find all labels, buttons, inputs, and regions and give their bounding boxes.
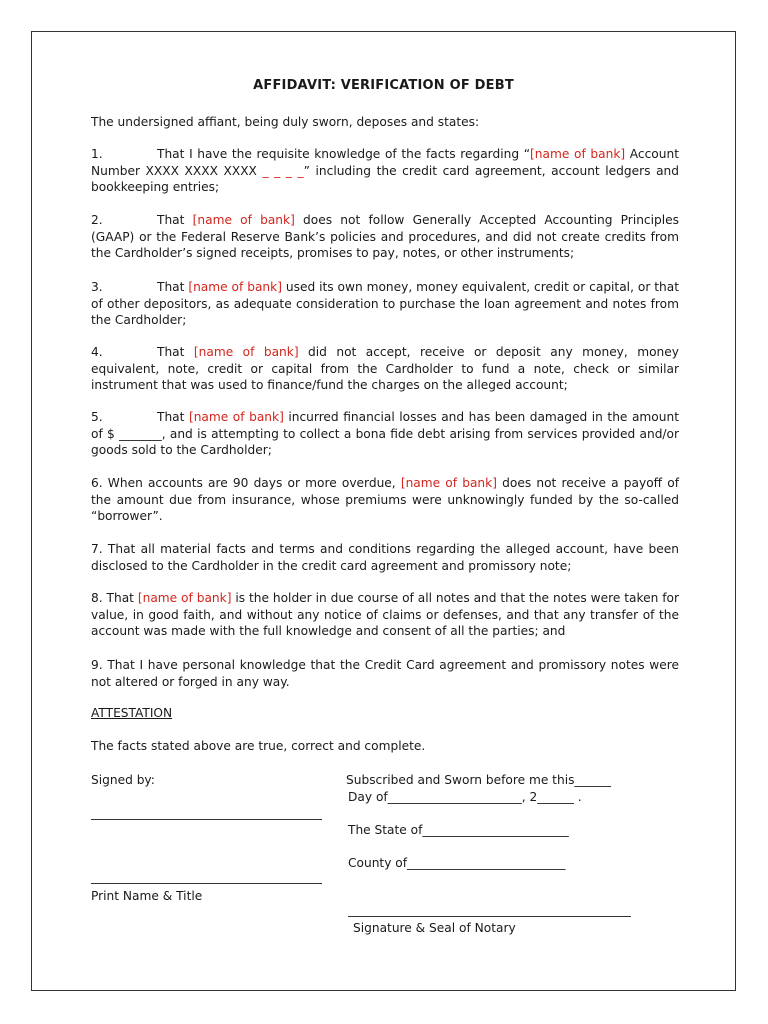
print-name-label: Print Name & Title bbox=[91, 889, 203, 903]
paragraph-7: 7. That all material facts and terms and conditions regarding the alleged account, have been disclosed to the Cardholder in the credit card agreement and promissory note; bbox=[91, 542, 679, 573]
paragraph-6: 6. When accounts are 90 days or more overdue, [name of bank] does not receive a payoff of the amount due from insurance, whose premiums were unknowingly funded by the so-called “borrower”. bbox=[91, 476, 679, 523]
paragraph-number: 3. bbox=[91, 280, 103, 294]
paragraph-1: 1. That I have the requisite knowledge of the facts regarding “[name of bank] Account Number XXXX XXXX XXXX _ _ _ _” including the credit card agreement, account ledgers and bookkeeping entries; bbox=[91, 147, 680, 194]
county-line: County of__________________________ bbox=[348, 856, 566, 870]
bank-name-placeholder: [name of bank] bbox=[400, 476, 497, 490]
subscribed-line: Subscribed and Sworn before me this______ bbox=[346, 773, 611, 787]
notary-signature-line bbox=[348, 916, 631, 917]
bank-name-placeholder: [name of bank] bbox=[530, 147, 626, 161]
affidavit-page bbox=[31, 31, 736, 991]
paragraph-3: 3. That [name of bank] used its own money, money equivalent, credit or capital, or that of other depositors, as adequate consideration to purchase the loan agreement and notes from the Cardholder; bbox=[91, 280, 679, 327]
bank-name-placeholder: [name of bank] bbox=[193, 345, 299, 359]
paragraph-5: 5. That [name of bank] incurred financial losses and has been damaged in the amount of $ _______, and is attempting to collect a bona fide debt arising from services provided and/or goods sold to the Cardholder; bbox=[91, 410, 679, 457]
day-of-line: Day of______________________, 2______ . bbox=[348, 790, 582, 804]
bank-name-placeholder: [name of bank] bbox=[192, 213, 295, 227]
print-name-line bbox=[91, 883, 322, 884]
paragraph-8: 8. That [name of bank] is the holder in due course of all notes and that the notes were taken for value, in good faith, and without any notice of claims or defenses, and that any transfer of the account was made with the full knowledge and consent of all the parties; and bbox=[91, 591, 679, 638]
paragraph-2: 2. That [name of bank] does not follow Generally Accepted Accounting Principles (GAAP) or the Federal Reserve Bank’s policies and procedures, and did not create credits from the Cardholder’s signed receipts, promises to pay, notes, or other instruments; bbox=[91, 213, 679, 260]
paragraph-number: 4. bbox=[91, 345, 103, 359]
attestation-heading: ATTESTATION bbox=[91, 706, 173, 720]
notary-label: Signature & Seal of Notary bbox=[353, 921, 516, 935]
paragraph-9: 9. That I have personal knowledge that the Credit Card agreement and promissory notes were not altered or forged in any way. bbox=[91, 658, 679, 689]
bank-name-placeholder: [name of bank] bbox=[188, 280, 282, 294]
state-line: The State of________________________ bbox=[348, 823, 569, 837]
document-title: AFFIDAVIT: VERIFICATION OF DEBT bbox=[253, 78, 514, 93]
bank-name-placeholder: [name of bank] bbox=[137, 591, 232, 605]
signature-line bbox=[91, 819, 322, 820]
signed-by-label: Signed by: bbox=[91, 773, 155, 787]
paragraph-4: 4. That [name of bank] did not accept, receive or deposit any money, money equivalent, note, credit or capital from the Cardholder to fund a note, check or similar instrument that was used to finance/fund the charges on the alleged account; bbox=[91, 345, 679, 392]
intro-text: The undersigned affiant, being duly sworn, deposes and states: bbox=[91, 115, 480, 129]
paragraph-number: 2. bbox=[91, 213, 103, 227]
account-blank: _ _ _ _ bbox=[262, 163, 304, 178]
paragraph-number: 1. bbox=[91, 147, 103, 161]
attestation-text: The facts stated above are true, correct and complete. bbox=[91, 739, 426, 753]
bank-name-placeholder: [name of bank] bbox=[188, 410, 284, 424]
paragraph-number: 5. bbox=[91, 410, 103, 424]
